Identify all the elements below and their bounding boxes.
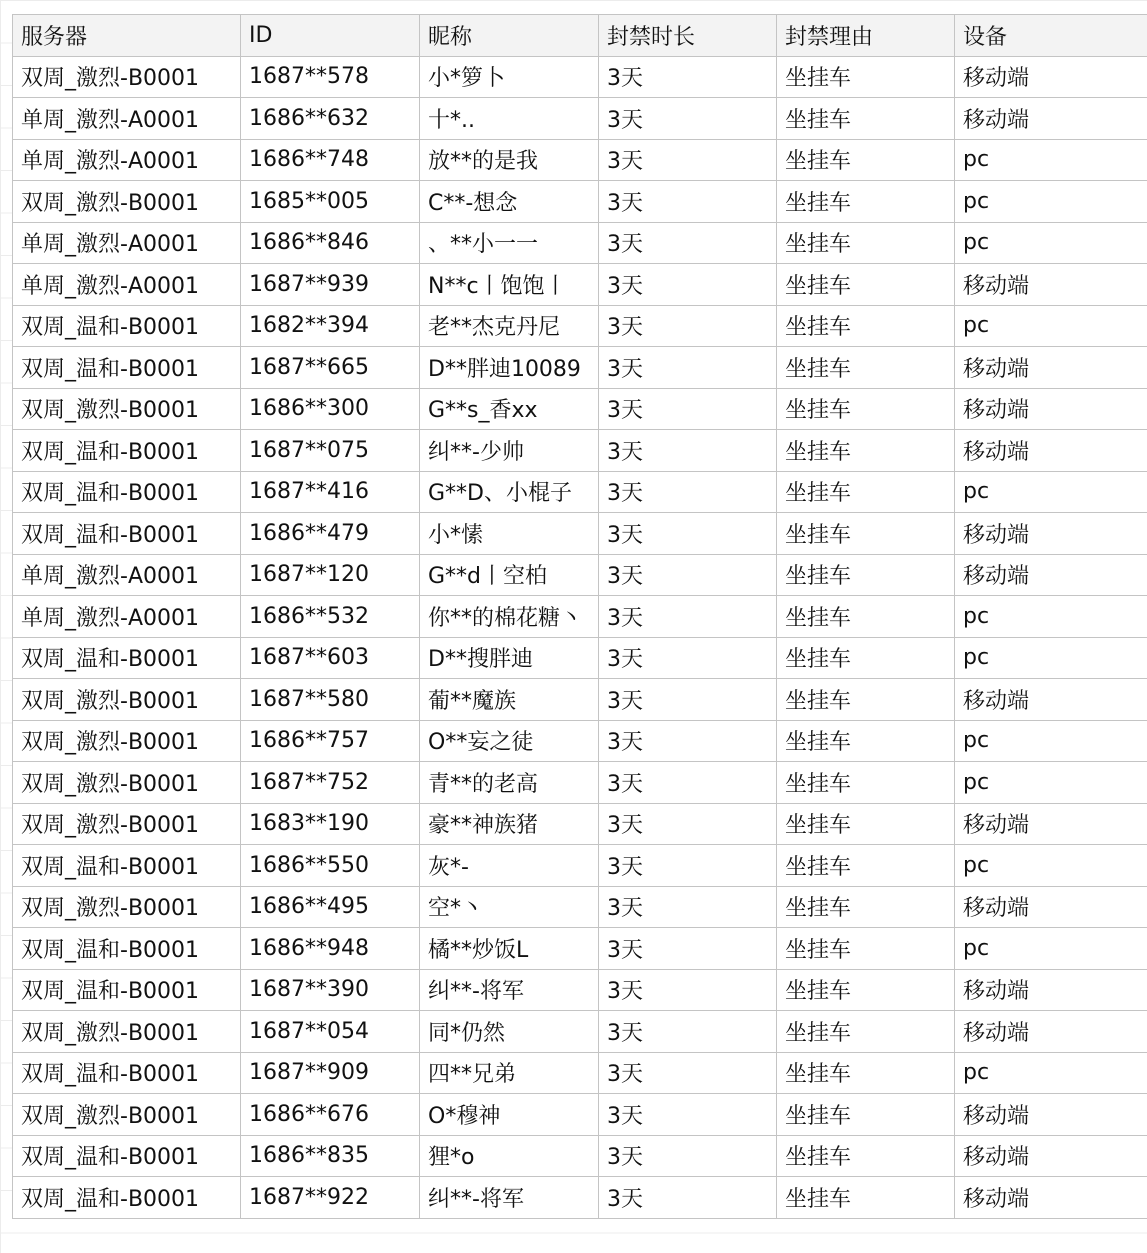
cell-ban-reason[interactable]: 坐挂车 — [777, 347, 955, 389]
table-row — [13, 98, 1147, 140]
cell-nickname[interactable]: G**D、小棍子 — [420, 471, 599, 513]
table-row — [13, 1011, 1147, 1053]
table-row — [13, 471, 1147, 513]
table-row — [13, 762, 1147, 804]
cell-ban-duration[interactable]: 3天 — [599, 305, 777, 347]
cell-device[interactable]: 移动端 — [955, 430, 1147, 472]
cell-ban-reason[interactable]: 坐挂车 — [777, 98, 955, 140]
cell-id[interactable]: 1686**835 — [241, 1135, 420, 1177]
cell-nickname[interactable]: O*穆神 — [420, 1094, 599, 1136]
cell-nickname[interactable]: 四**兄弟 — [420, 1052, 599, 1094]
cell-ban-reason[interactable]: 坐挂车 — [777, 637, 955, 679]
cell-server[interactable]: 单周_激烈-A0001 — [13, 554, 241, 596]
cell-id[interactable]: 1686**676 — [241, 1094, 420, 1136]
cell-ban-reason[interactable]: 坐挂车 — [777, 679, 955, 721]
cell-id[interactable]: 1683**190 — [241, 803, 420, 845]
table-row — [13, 1177, 1147, 1219]
cell-nickname[interactable]: 纠**-将军 — [420, 969, 599, 1011]
cell-device[interactable]: pc — [955, 222, 1147, 264]
cell-id[interactable]: 1687**120 — [241, 554, 420, 596]
cell-ban-reason[interactable]: 坐挂车 — [777, 1177, 955, 1219]
cell-ban-reason[interactable]: 坐挂车 — [777, 222, 955, 264]
cell-device[interactable]: 移动端 — [955, 388, 1147, 430]
cell-ban-reason[interactable]: 坐挂车 — [777, 596, 955, 638]
ban-list-table — [12, 14, 1147, 1219]
cell-nickname[interactable]: 同*仍然 — [420, 1011, 599, 1053]
cell-nickname[interactable]: 葡**魔族 — [420, 679, 599, 721]
cell-ban-reason[interactable]: 坐挂车 — [777, 388, 955, 430]
cell-ban-duration[interactable]: 3天 — [599, 803, 777, 845]
cell-id[interactable]: 1687**578 — [241, 56, 420, 98]
cell-ban-duration[interactable]: 3天 — [599, 845, 777, 887]
cell-id[interactable]: 1682**394 — [241, 305, 420, 347]
cell-server[interactable]: 双周_温和-B0001 — [13, 513, 241, 555]
cell-nickname[interactable]: 小*箩卜 — [420, 56, 599, 98]
table-row — [13, 1094, 1147, 1136]
cell-ban-duration[interactable]: 3天 — [599, 1135, 777, 1177]
cell-server[interactable]: 双周_激烈-B0001 — [13, 803, 241, 845]
cell-nickname[interactable]: O**妄之徒 — [420, 720, 599, 762]
cell-ban-duration[interactable]: 3天 — [599, 430, 777, 472]
cell-nickname[interactable]: 狸*o — [420, 1135, 599, 1177]
table-row — [13, 1135, 1147, 1177]
cell-id[interactable]: 1687**922 — [241, 1177, 420, 1219]
cell-nickname[interactable]: D**胖迪10089 — [420, 347, 599, 389]
cell-server[interactable]: 双周_温和-B0001 — [13, 637, 241, 679]
cell-nickname[interactable]: 放**的是我 — [420, 139, 599, 181]
cell-nickname[interactable]: 纠**-将军 — [420, 1177, 599, 1219]
cell-ban-reason[interactable]: 坐挂车 — [777, 513, 955, 555]
header-cell-ban-reason[interactable]: 封禁理由 — [777, 15, 955, 57]
cell-id[interactable]: 1687**580 — [241, 679, 420, 721]
cell-nickname[interactable]: G**d丨空柏 — [420, 554, 599, 596]
cell-ban-duration[interactable]: 3天 — [599, 679, 777, 721]
header-cell-device[interactable]: 设备 — [955, 15, 1147, 57]
cell-ban-reason[interactable]: 坐挂车 — [777, 886, 955, 928]
cell-server[interactable]: 双周_温和-B0001 — [13, 305, 241, 347]
cell-device[interactable]: pc — [955, 845, 1147, 887]
cell-ban-duration[interactable]: 3天 — [599, 928, 777, 970]
cell-id[interactable]: 1687**603 — [241, 637, 420, 679]
table-header — [13, 15, 1147, 57]
cell-device[interactable]: pc — [955, 181, 1147, 223]
cell-ban-reason[interactable]: 坐挂车 — [777, 56, 955, 98]
cell-server[interactable]: 双周_激烈-B0001 — [13, 1094, 241, 1136]
cell-ban-reason[interactable]: 坐挂车 — [777, 181, 955, 223]
cell-device[interactable]: pc — [955, 762, 1147, 804]
cell-server[interactable]: 单周_激烈-A0001 — [13, 264, 241, 306]
cell-ban-duration[interactable]: 3天 — [599, 222, 777, 264]
cell-ban-duration[interactable]: 3天 — [599, 1094, 777, 1136]
cell-ban-reason[interactable]: 坐挂车 — [777, 305, 955, 347]
cell-ban-duration[interactable]: 3天 — [599, 1177, 777, 1219]
cell-id[interactable]: 1686**748 — [241, 139, 420, 181]
cell-server[interactable]: 单周_激烈-A0001 — [13, 596, 241, 638]
cell-ban-duration[interactable]: 3天 — [599, 969, 777, 1011]
cell-server[interactable]: 双周_温和-B0001 — [13, 347, 241, 389]
table-body — [13, 56, 1147, 1218]
cell-device[interactable]: 移动端 — [955, 1011, 1147, 1053]
cell-id[interactable]: 1686**300 — [241, 388, 420, 430]
cell-device[interactable]: 移动端 — [955, 1177, 1147, 1219]
cell-nickname[interactable]: 橘**炒饭L — [420, 928, 599, 970]
cell-device[interactable]: pc — [955, 1052, 1147, 1094]
cell-ban-reason[interactable]: 坐挂车 — [777, 928, 955, 970]
cell-id[interactable]: 1686**532 — [241, 596, 420, 638]
cell-server[interactable]: 单周_激烈-A0001 — [13, 139, 241, 181]
cell-server[interactable]: 单周_激烈-A0001 — [13, 222, 241, 264]
cell-ban-duration[interactable]: 3天 — [599, 388, 777, 430]
cell-id[interactable]: 1687**752 — [241, 762, 420, 804]
cell-ban-reason[interactable]: 坐挂车 — [777, 1135, 955, 1177]
cell-ban-duration[interactable]: 3天 — [599, 554, 777, 596]
cell-ban-duration[interactable]: 3天 — [599, 139, 777, 181]
table-row — [13, 1052, 1147, 1094]
cell-ban-duration[interactable]: 3天 — [599, 1011, 777, 1053]
cell-server[interactable]: 双周_激烈-B0001 — [13, 679, 241, 721]
cell-ban-reason[interactable]: 坐挂车 — [777, 1052, 955, 1094]
cell-nickname[interactable]: 灰*- — [420, 845, 599, 887]
cell-id[interactable]: 1687**054 — [241, 1011, 420, 1053]
cell-ban-reason[interactable]: 坐挂车 — [777, 264, 955, 306]
cell-ban-duration[interactable]: 3天 — [599, 886, 777, 928]
cell-ban-reason[interactable]: 坐挂车 — [777, 1011, 955, 1053]
table-row — [13, 596, 1147, 638]
cell-id[interactable]: 1686**757 — [241, 720, 420, 762]
cell-server[interactable]: 双周_激烈-B0001 — [13, 1011, 241, 1053]
cell-device[interactable]: 移动端 — [955, 554, 1147, 596]
cell-device[interactable]: 移动端 — [955, 98, 1147, 140]
cell-ban-reason[interactable]: 坐挂车 — [777, 762, 955, 804]
cell-device[interactable]: 移动端 — [955, 513, 1147, 555]
cell-nickname[interactable]: 纠**-少帅 — [420, 430, 599, 472]
cell-device[interactable]: 移动端 — [955, 679, 1147, 721]
cell-server[interactable]: 双周_温和-B0001 — [13, 845, 241, 887]
table-row — [13, 513, 1147, 555]
cell-device[interactable]: pc — [955, 637, 1147, 679]
header-cell-ban-duration[interactable]: 封禁时长 — [599, 15, 777, 57]
table-row — [13, 969, 1147, 1011]
cell-server[interactable]: 双周_激烈-B0001 — [13, 56, 241, 98]
cell-device[interactable]: pc — [955, 928, 1147, 970]
cell-server[interactable]: 双周_温和-B0001 — [13, 471, 241, 513]
cell-server[interactable]: 双周_激烈-B0001 — [13, 762, 241, 804]
table-row — [13, 637, 1147, 679]
cell-ban-duration[interactable]: 3天 — [599, 471, 777, 513]
cell-ban-duration[interactable]: 3天 — [599, 56, 777, 98]
cell-ban-duration[interactable]: 3天 — [599, 181, 777, 223]
table-row — [13, 554, 1147, 596]
cell-id[interactable]: 1685**005 — [241, 181, 420, 223]
table-row — [13, 139, 1147, 181]
cell-id[interactable]: 1686**948 — [241, 928, 420, 970]
cell-ban-reason[interactable]: 坐挂车 — [777, 845, 955, 887]
cell-device[interactable]: 移动端 — [955, 969, 1147, 1011]
table-row — [13, 181, 1147, 223]
table-row — [13, 845, 1147, 887]
cell-id[interactable]: 1687**909 — [241, 1052, 420, 1094]
cell-ban-duration[interactable]: 3天 — [599, 637, 777, 679]
cell-id[interactable]: 1686**550 — [241, 845, 420, 887]
cell-nickname[interactable]: N**c丨饱饱丨 — [420, 264, 599, 306]
table-row — [13, 222, 1147, 264]
cell-id[interactable]: 1686**479 — [241, 513, 420, 555]
cell-id[interactable]: 1686**495 — [241, 886, 420, 928]
cell-nickname[interactable]: D**搜胖迪 — [420, 637, 599, 679]
cell-ban-duration[interactable]: 3天 — [599, 98, 777, 140]
cell-nickname[interactable]: 青**的老高 — [420, 762, 599, 804]
cell-server[interactable]: 双周_温和-B0001 — [13, 969, 241, 1011]
header-cell-id[interactable]: ID — [241, 15, 420, 57]
cell-nickname[interactable]: 、**小一一 — [420, 222, 599, 264]
header-cell-nickname[interactable]: 昵称 — [420, 15, 599, 57]
cell-id[interactable]: 1686**632 — [241, 98, 420, 140]
header-cell-server[interactable]: 服务器 — [13, 15, 241, 57]
cell-ban-duration[interactable]: 3天 — [599, 762, 777, 804]
cell-ban-duration[interactable]: 3天 — [599, 596, 777, 638]
cell-server[interactable]: 单周_激烈-A0001 — [13, 98, 241, 140]
cell-nickname[interactable]: 你**的棉花糖丶 — [420, 596, 599, 638]
cell-ban-duration[interactable]: 3天 — [599, 264, 777, 306]
cell-id[interactable]: 1687**075 — [241, 430, 420, 472]
cell-device[interactable]: pc — [955, 305, 1147, 347]
cell-ban-reason[interactable]: 坐挂车 — [777, 471, 955, 513]
cell-ban-reason[interactable]: 坐挂车 — [777, 139, 955, 181]
cell-device[interactable]: pc — [955, 720, 1147, 762]
cell-device[interactable]: pc — [955, 596, 1147, 638]
cell-id[interactable]: 1687**939 — [241, 264, 420, 306]
table-row — [13, 388, 1147, 430]
cell-ban-reason[interactable]: 坐挂车 — [777, 969, 955, 1011]
cell-ban-reason[interactable]: 坐挂车 — [777, 1094, 955, 1136]
cell-ban-reason[interactable]: 坐挂车 — [777, 720, 955, 762]
cell-device[interactable]: 移动端 — [955, 1094, 1147, 1136]
cell-id[interactable]: 1687**390 — [241, 969, 420, 1011]
cell-id[interactable]: 1687**416 — [241, 471, 420, 513]
cell-device[interactable]: 移动端 — [955, 347, 1147, 389]
cell-ban-reason[interactable]: 坐挂车 — [777, 803, 955, 845]
cell-ban-reason[interactable]: 坐挂车 — [777, 554, 955, 596]
table-row — [13, 928, 1147, 970]
cell-nickname[interactable]: 老**杰克丹尼 — [420, 305, 599, 347]
cell-server[interactable]: 双周_温和-B0001 — [13, 928, 241, 970]
table-row — [13, 720, 1147, 762]
table-row — [13, 264, 1147, 306]
cell-nickname[interactable]: 十*.. — [420, 98, 599, 140]
cell-id[interactable]: 1686**846 — [241, 222, 420, 264]
cell-ban-duration[interactable]: 3天 — [599, 513, 777, 555]
header-row — [13, 15, 1147, 57]
cell-device[interactable]: 移动端 — [955, 886, 1147, 928]
cell-device[interactable]: 移动端 — [955, 56, 1147, 98]
cell-server[interactable]: 双周_激烈-B0001 — [13, 720, 241, 762]
cell-server[interactable]: 双周_激烈-B0001 — [13, 181, 241, 223]
cell-device[interactable]: 移动端 — [955, 803, 1147, 845]
cell-device[interactable]: pc — [955, 139, 1147, 181]
cell-server[interactable]: 双周_温和-B0001 — [13, 1177, 241, 1219]
cell-nickname[interactable]: G**s_香xx — [420, 388, 599, 430]
table-row — [13, 803, 1147, 845]
cell-device[interactable]: pc — [955, 471, 1147, 513]
cell-nickname[interactable]: C**-想念 — [420, 181, 599, 223]
cell-server[interactable]: 双周_温和-B0001 — [13, 1052, 241, 1094]
cell-ban-duration[interactable]: 3天 — [599, 347, 777, 389]
table-row — [13, 347, 1147, 389]
cell-nickname[interactable]: 空*丶 — [420, 886, 599, 928]
table-row — [13, 679, 1147, 721]
cell-server[interactable]: 双周_激烈-B0001 — [13, 388, 241, 430]
cell-device[interactable]: 移动端 — [955, 264, 1147, 306]
cell-server[interactable]: 双周_温和-B0001 — [13, 430, 241, 472]
cell-ban-duration[interactable]: 3天 — [599, 720, 777, 762]
cell-id[interactable]: 1687**665 — [241, 347, 420, 389]
cell-nickname[interactable]: 豪**神族猪 — [420, 803, 599, 845]
table-row — [13, 886, 1147, 928]
cell-ban-duration[interactable]: 3天 — [599, 1052, 777, 1094]
table-row — [13, 430, 1147, 472]
table-row — [13, 56, 1147, 98]
cell-device[interactable]: 移动端 — [955, 1135, 1147, 1177]
cell-ban-reason[interactable]: 坐挂车 — [777, 430, 955, 472]
table-row — [13, 305, 1147, 347]
cell-nickname[interactable]: 小*愫 — [420, 513, 599, 555]
cell-server[interactable]: 双周_激烈-B0001 — [13, 886, 241, 928]
cell-server[interactable]: 双周_温和-B0001 — [13, 1135, 241, 1177]
